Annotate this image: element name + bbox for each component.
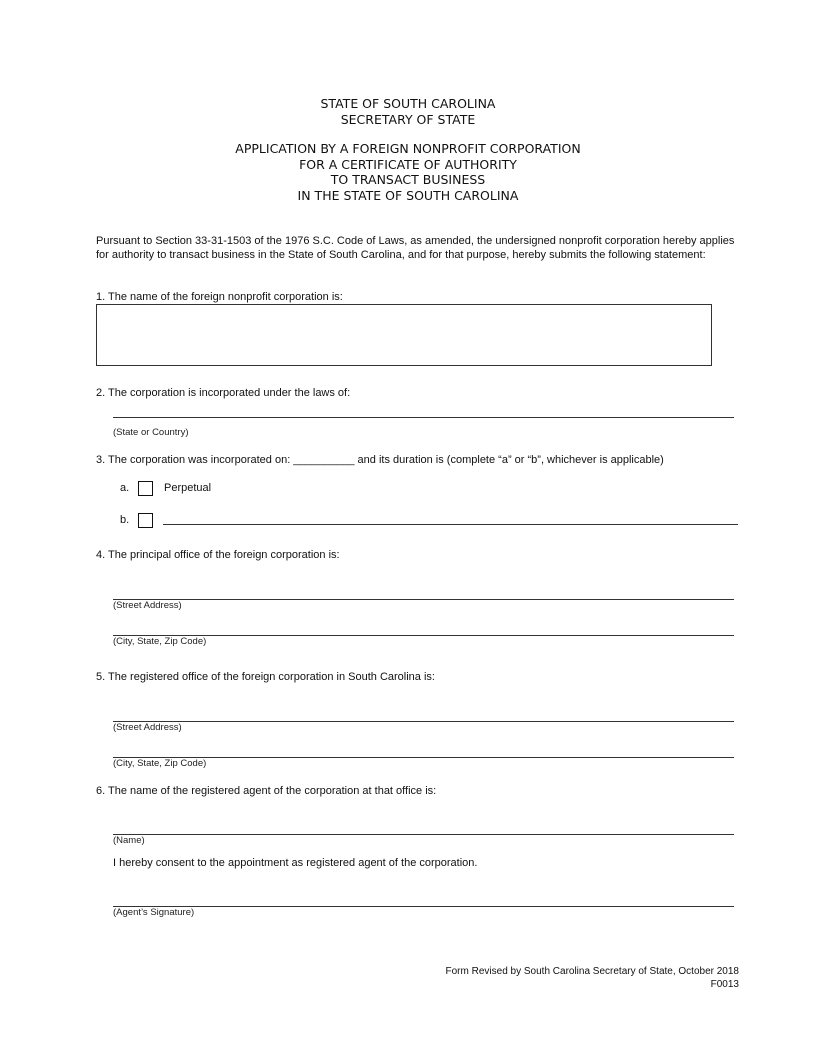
- item-1-label: 1. The name of the foreign nonprofit corporation is:: [96, 291, 343, 303]
- item-2-label: 2. The corporation is incorporated under the laws of:: [96, 387, 351, 399]
- item-6-label: 6. The name of the registered agent of the corporation at that office is:: [96, 785, 437, 797]
- agent-name-line[interactable]: [113, 834, 734, 835]
- form-footer: [446, 966, 739, 991]
- principal-city-caption: (City, State, Zip Code): [113, 636, 207, 647]
- form-title: [0, 141, 816, 203]
- state-or-country-line[interactable]: [113, 417, 734, 418]
- title-line-4: IN THE STATE OF SOUTH CAROLINA: [297, 187, 519, 203]
- intro-paragraph: Pursuant to Section 33-31-1503 of the 1976 S.C. Code of Laws, as amended, the undersigned nonprofit corporation hereby applies for authority to transact business in the State of South Carolina, and for that purpose, hereby submits the following statement:: [96, 235, 735, 261]
- title-line-1: APPLICATION BY A FOREIGN NONPROFIT CORPORATION: [235, 141, 581, 156]
- item-5-label: 5. The registered office of the foreign corporation in South Carolina is:: [96, 671, 435, 683]
- form-id: F0013: [710, 978, 739, 990]
- duration-line[interactable]: [163, 524, 738, 525]
- duration-checkbox[interactable]: [138, 513, 153, 528]
- item-3-label: 3. The corporation was incorporated on: __________ and its duration is (complete “a” or “b”, whichever is applicable): [96, 454, 664, 466]
- agent-signature-line[interactable]: [113, 906, 734, 907]
- state-or-country-caption: (State or Country): [113, 427, 189, 438]
- state-name: STATE OF SOUTH CAROLINA: [320, 96, 496, 111]
- item-4-label: 4. The principal office of the foreign corporation is:: [96, 549, 340, 561]
- title-line-3: TO TRANSACT BUSINESS: [330, 172, 486, 187]
- header-agency: [0, 96, 816, 127]
- perpetual-text: Perpetual: [164, 482, 212, 494]
- revision-note: Form Revised by South Carolina Secretary of State, October 2018: [445, 966, 739, 977]
- title-line-2: FOR A CERTIFICATE OF AUTHORITY: [299, 156, 517, 172]
- agent-name-caption: (Name): [113, 835, 145, 846]
- principal-street-caption: (Street Address): [113, 600, 182, 611]
- principal-street-line[interactable]: [113, 599, 734, 600]
- corporation-name-field[interactable]: [96, 304, 712, 366]
- option-b-label: b.: [120, 514, 130, 526]
- registered-street-line[interactable]: [113, 721, 734, 722]
- registered-city-caption: (City, State, Zip Code): [113, 758, 207, 769]
- agent-signature-caption: (Agent’s Signature): [113, 907, 195, 918]
- option-a-label: a.: [120, 482, 130, 494]
- office-name: SECRETARY OF STATE: [340, 111, 476, 127]
- perpetual-checkbox[interactable]: [138, 481, 153, 496]
- registered-street-caption: (Street Address): [113, 722, 182, 733]
- consent-statement: I hereby consent to the appointment as registered agent of the corporation.: [113, 857, 478, 869]
